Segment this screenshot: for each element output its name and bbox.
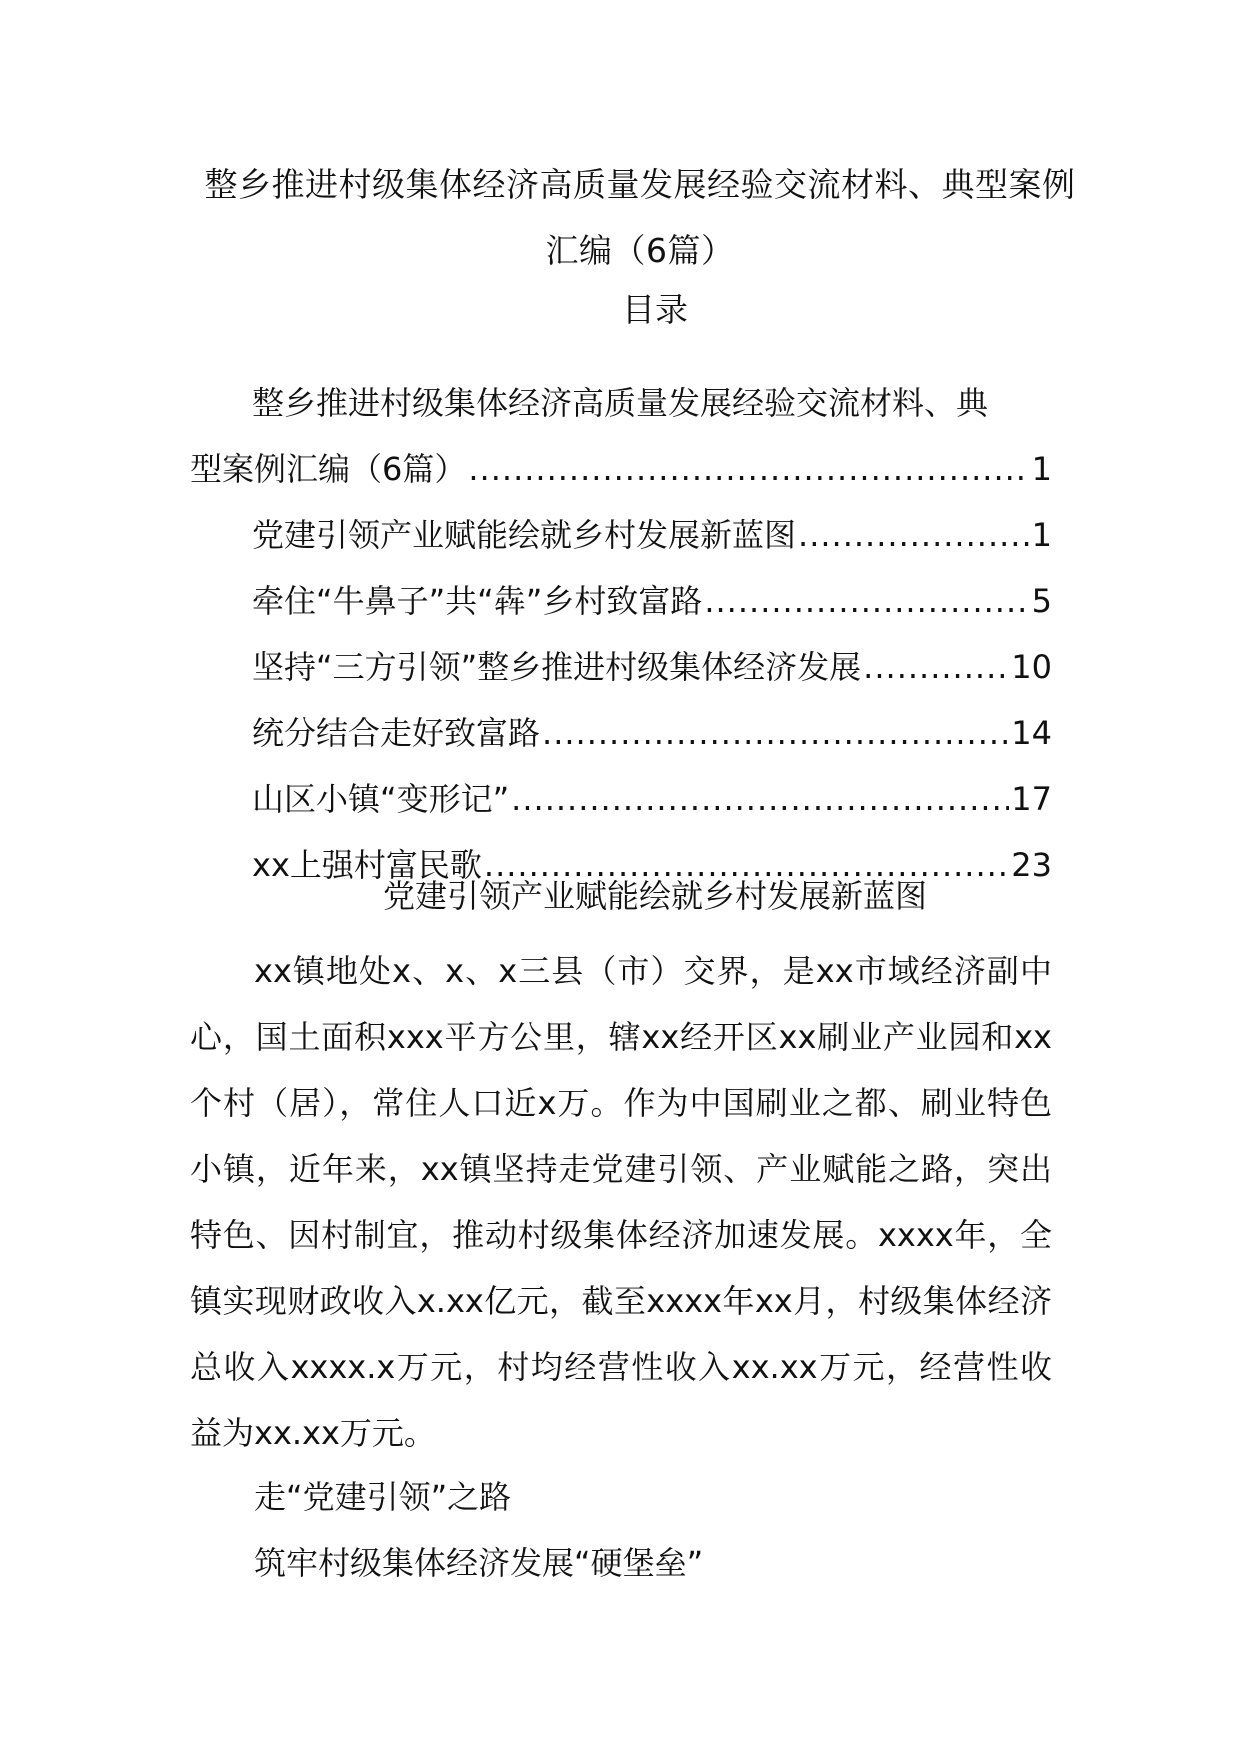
toc-entry-label: 山区小镇“变形记” — [252, 780, 510, 818]
toc-entry-label: 整乡推进村级集体经济高质量发展经验交流材料、典 — [252, 384, 989, 422]
toc-page-number: 23 — [1011, 846, 1052, 884]
document-title: 整乡推进村级集体经济高质量发展经验交流材料、典型案例汇编（6篇） — [204, 165, 1076, 270]
toc-entry[interactable] — [190, 370, 1052, 502]
toc-entry-label: 坚持“三方引领”整乡推进村级集体经济发展 — [252, 648, 862, 686]
toc-entry-label: 党建引领产业赋能绘就乡村发展新蓝图 — [252, 516, 797, 554]
toc-page-number: 1 — [1031, 516, 1052, 554]
body-paragraph: xx镇地处x、x、x三县（市）交界，是xx市域经济副中心，国土面积xxx平方公里，辖xx经开区xx刷业产业园和xx个村（居），常住人口近x万。作为中国刷业之都、刷业特色小镇，近年来，xx镇坚持走党建引领、产业赋能之路，突出特色、因村制宜，推动村级集体经济加速发展。xxxx年，全镇实现财政收入x.xx亿元，截至xxxx年xx月，村级集体经济总收入xxxx.x万元，村均经营性收入xx.xx万元，经营性收益为xx.xx万元。 — [190, 952, 1052, 1452]
toc-leader-dots — [542, 700, 1009, 766]
toc-page-number: 14 — [1011, 714, 1052, 752]
toc-page-number: 10 — [1011, 648, 1052, 686]
table-of-contents — [190, 370, 1052, 898]
toc-leader-dots — [798, 502, 1030, 568]
toc-entry[interactable] — [190, 502, 1052, 568]
toc-entry-label: 牵住“牛鼻子”共“犇”乡村致富路 — [252, 582, 703, 620]
toc-page-number: 5 — [1031, 582, 1052, 620]
toc-leader-dots — [704, 568, 1029, 634]
section-title: 党建引领产业赋能绘就乡村发展新蓝图 — [382, 877, 927, 915]
toc-entry-label: 统分结合走好致富路 — [252, 714, 541, 752]
toc-heading: 目录 — [622, 290, 688, 329]
toc-entry[interactable] — [190, 766, 1052, 832]
toc-page-number: 1 — [1031, 450, 1052, 488]
toc-entry-label: 型案例汇编（6篇） — [190, 450, 467, 488]
sub-heading: 走“党建引领”之路 — [254, 1478, 512, 1516]
sub-heading: 筑牢村级集体经济发展“硬堡垒” — [254, 1544, 704, 1582]
toc-entry-label: xx上强村富民歌 — [252, 846, 482, 884]
toc-page-number: 17 — [1011, 780, 1052, 818]
toc-entry[interactable] — [190, 634, 1052, 700]
toc-leader-dots — [468, 436, 1029, 502]
toc-leader-dots — [863, 634, 1009, 700]
toc-entry[interactable] — [190, 700, 1052, 766]
toc-entry[interactable] — [190, 568, 1052, 634]
toc-leader-dots — [511, 766, 1009, 832]
